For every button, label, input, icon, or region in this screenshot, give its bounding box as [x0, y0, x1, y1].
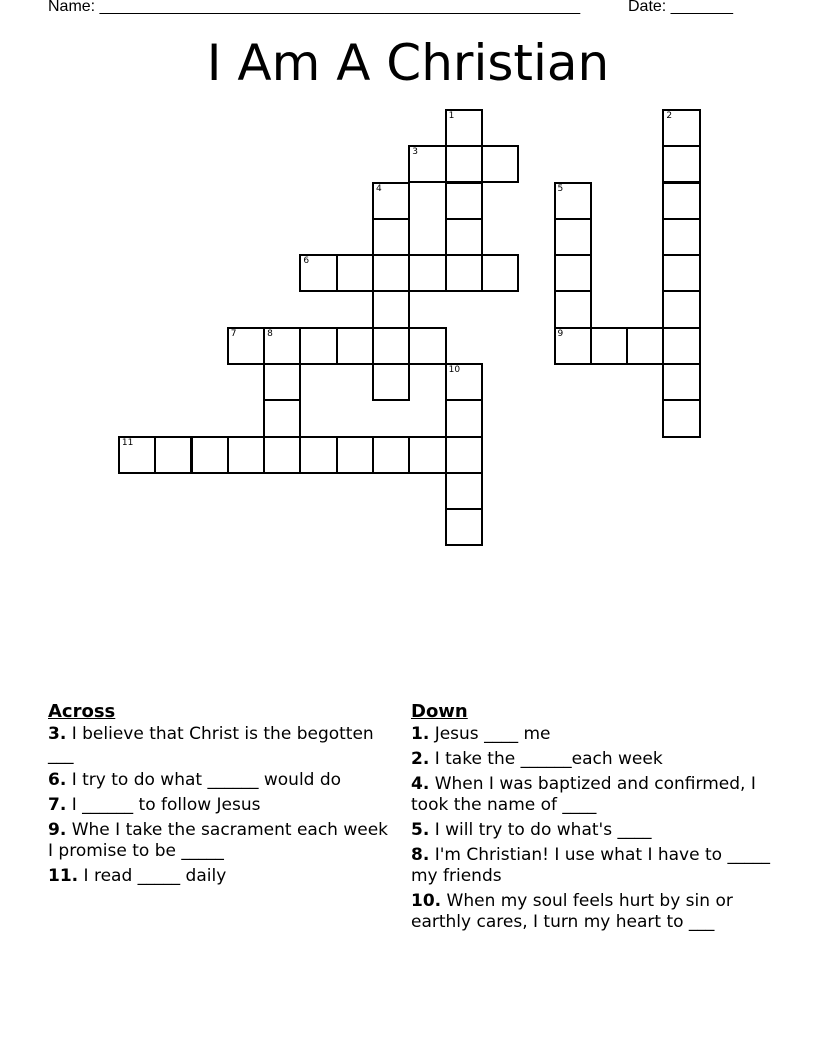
clue-number: 8	[267, 328, 273, 339]
clue-number: 1	[448, 110, 455, 121]
clue-number: 2	[666, 110, 673, 121]
crossword-cell[interactable]	[445, 508, 483, 546]
clue-across-7: 7. I ______ to follow Jesus	[48, 795, 261, 815]
crossword-cell[interactable]	[299, 327, 337, 365]
crossword-cell[interactable]	[191, 436, 229, 474]
clue-down-5: 5. I will try to do what's ____	[411, 820, 652, 840]
crossword-cell[interactable]	[372, 254, 410, 292]
crossword-cell[interactable]	[445, 254, 483, 292]
clue-across-11: 11. I read _____ daily	[48, 866, 227, 886]
clue-down-2: 2. I take the ______each week	[411, 749, 663, 769]
crossword-cell[interactable]	[227, 436, 265, 474]
crossword-cell[interactable]	[372, 363, 410, 401]
clue-down-10: 10. When my soul feels hurt by sin or earthly cares, I turn my heart to ___	[411, 891, 733, 932]
down-heading: Down	[411, 701, 468, 722]
crossword-cell[interactable]	[662, 218, 700, 256]
date-field-label: Date: _______	[628, 0, 733, 15]
crossword-cell[interactable]	[299, 436, 337, 474]
crossword-cell[interactable]	[408, 254, 446, 292]
crossword-cell[interactable]	[626, 327, 664, 365]
clue-across-6: 6. I try to do what ______ would do	[48, 770, 342, 790]
crossword-cell[interactable]	[481, 145, 519, 183]
crossword-cell[interactable]	[336, 436, 374, 474]
crossword-cell[interactable]	[662, 109, 700, 147]
crossword-cell[interactable]	[372, 290, 410, 328]
clue-number: 11	[121, 437, 134, 448]
down-clues	[411, 701, 771, 937]
crossword-cell[interactable]	[554, 254, 592, 292]
clue-down-1: 1. Jesus ____ me	[411, 724, 551, 744]
clue-number: 3	[412, 147, 419, 158]
crossword-cell[interactable]	[227, 327, 265, 365]
crossword-cell[interactable]	[372, 218, 410, 256]
clue-across-3: 3. I believe that Christ is the begotten ___	[48, 724, 374, 765]
crossword-cell[interactable]	[118, 436, 156, 474]
clue-down-8: 8. I'm Christian! I use what I have to _____ my friends	[411, 845, 770, 886]
crossword-cell[interactable]	[445, 436, 483, 474]
crossword-cell[interactable]	[154, 436, 192, 474]
crossword-cell[interactable]	[408, 327, 446, 365]
crossword-cell[interactable]	[554, 327, 592, 365]
crossword-cell[interactable]	[445, 182, 483, 220]
page-title: I Am A Christian	[206, 34, 610, 92]
clue-down-4: 4. When I was baptized and confirmed, I took the name of ____	[411, 774, 756, 815]
clue-number: 5	[557, 183, 564, 194]
across-clues	[48, 701, 388, 891]
crossword-cell[interactable]	[662, 182, 700, 220]
crossword-cell[interactable]	[263, 436, 301, 474]
crossword-cell[interactable]	[445, 218, 483, 256]
across-heading: Across	[48, 701, 116, 722]
crossword-cell[interactable]	[662, 363, 700, 401]
crossword-cell[interactable]	[263, 363, 301, 401]
crossword-cell[interactable]	[372, 182, 410, 220]
crossword-cell[interactable]	[662, 290, 700, 328]
crossword-cell[interactable]	[662, 399, 700, 437]
clue-number: 7	[230, 328, 237, 339]
clue-across-9: 9. Whe I take the sacrament each week I promise to be _____	[48, 820, 389, 861]
crossword-cell[interactable]	[263, 327, 301, 365]
clue-number: 4	[376, 183, 382, 194]
crossword-cell[interactable]	[408, 145, 446, 183]
crossword-cell[interactable]	[336, 254, 374, 292]
clue-number: 9	[557, 328, 564, 339]
crossword-cell[interactable]	[590, 327, 628, 365]
crossword-cell[interactable]	[445, 399, 483, 437]
crossword-cell[interactable]	[299, 254, 337, 292]
crossword-cell[interactable]	[263, 399, 301, 437]
name-field-label: Name: ______________________________________________________	[48, 0, 581, 15]
crossword-cell[interactable]	[445, 109, 483, 147]
clue-number: 10	[448, 365, 461, 375]
clue-number: 6	[303, 256, 310, 267]
crossword-cell[interactable]	[554, 290, 592, 328]
crossword-cell[interactable]	[372, 436, 410, 474]
crossword-cell[interactable]	[662, 254, 700, 292]
crossword-cell[interactable]	[662, 327, 700, 365]
crossword-cell[interactable]	[445, 363, 483, 401]
crossword-cell[interactable]	[481, 254, 519, 292]
crossword-cell[interactable]	[408, 436, 446, 474]
crossword-cell[interactable]	[445, 145, 483, 183]
crossword-cell[interactable]	[445, 472, 483, 510]
crossword-cell[interactable]	[372, 327, 410, 365]
crossword-cell[interactable]	[554, 182, 592, 220]
crossword-cell[interactable]	[554, 218, 592, 256]
crossword-cell[interactable]	[662, 145, 700, 183]
crossword-cell[interactable]	[336, 327, 374, 365]
